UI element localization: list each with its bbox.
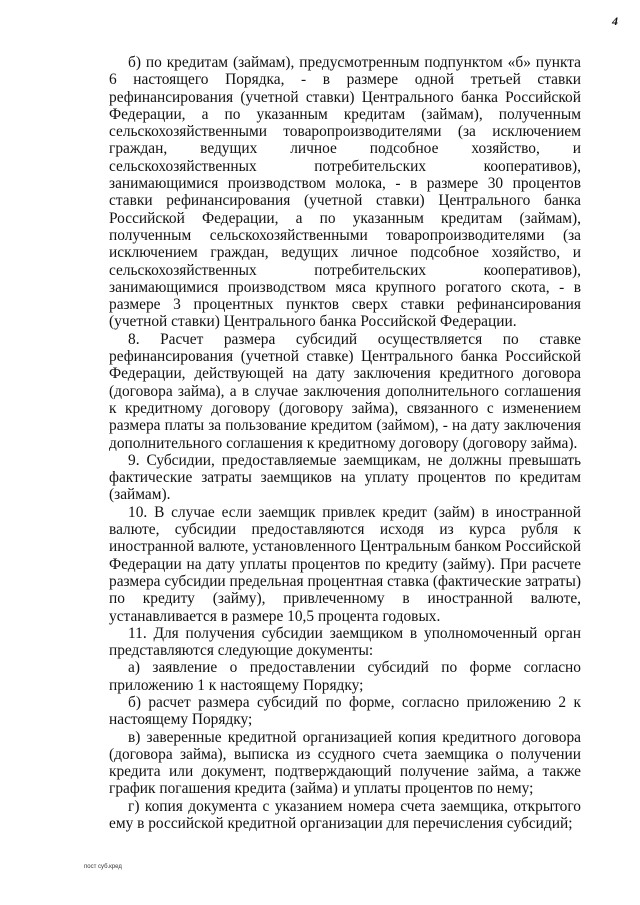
page-number: 4 — [612, 14, 618, 28]
paragraph-11-v: в) заверенные кредитной организацией копия кредитного договора (договора займа), выписка из ссудного счета заемщика о получении кредита или документ, подтверждающий получение займа, а также график погашения кредита (займа) и уплаты процентов по нему; — [109, 728, 581, 798]
paragraph-10: 10. В случае если заемщик привлек кредит (займ) в иностранной валюте, субсидии предоставляются исходя из курса рубля к иностранной валюте, установленного Центральным банком Российской Федерации на дату уплаты процентов по кредиту (займу). При расчете размера субсидии предельная процентная ставка (фактические затраты) по кредиту (займу), привлеченному в иностранной валюте, устанавливается в размере 10,5 процента годовых. — [109, 503, 581, 625]
paragraph-9: 9. Субсидии, предоставляемые заемщикам, не должны превышать фактические затраты заемщиков на уплату процентов по кредитам (займам). — [109, 451, 581, 504]
paragraph-11-g: г) копия документа с указанием номера счета заемщика, открытого ему в российской кредитной организации для перечисления субсидий; — [109, 797, 581, 833]
document-body — [109, 54, 581, 832]
paragraph-11: 11. Для получения субсидии заемщиком в уполномоченный орган представляются следующие документы: — [109, 624, 581, 660]
footer-file-label: пост суб.кред — [84, 864, 122, 870]
paragraph-subpoint-b-rates: б) по кредитам (займам), предусмотренным подпунктом «б» пункта 6 настоящего Порядка, - в размере одной третьей ставки рефинансирования (учетной ставки) Центрального банка Российской Федерации, а по указанным кредитам (займам), полученным сельскохозяйственными товаропроизводителями (за исключением граждан, ведущих личное подсобное хозяйство, и сельскохозяйственных потребительских кооперативов), занимающимися производством молока, - в размере 30 процентов ставки рефинансирования (учетной ставки) Центрального банка Российской Федерации, а по указанным кредитам (займам), полученным сельскохозяйственными товаропроизводителями (за исключением граждан, ведущих личное подсобное хозяйство, и сельскохозяйственных потребительских кооперативов), занимающимися производством мяса крупного рогатого скота, - в размере 3 процентных пунктов сверх ставки рефинансирования (учетной ставки) Центрального банка Российской Федерации. — [109, 54, 581, 331]
paragraph-11-b: б) расчет размера субсидий по форме, согласно приложению 2 к настоящему Порядку; — [109, 693, 581, 729]
paragraph-8: 8. Расчет размера субсидий осуществляется по ставке рефинансирования (учетной ставке) Центрального банка Российской Федерации, действующей на дату заключения кредитного договора (договора займа), а в случае заключения дополнительного соглашения к кредитному договору (договору займа), связанного с изменением размера платы за пользование кредитом (займом), - на дату заключения дополнительного соглашения к кредитному договору (договору займа). — [109, 330, 581, 452]
paragraph-11-a: а) заявление о предоставлении субсидий по форме согласно приложению 1 к настоящему Порядку; — [109, 659, 581, 694]
